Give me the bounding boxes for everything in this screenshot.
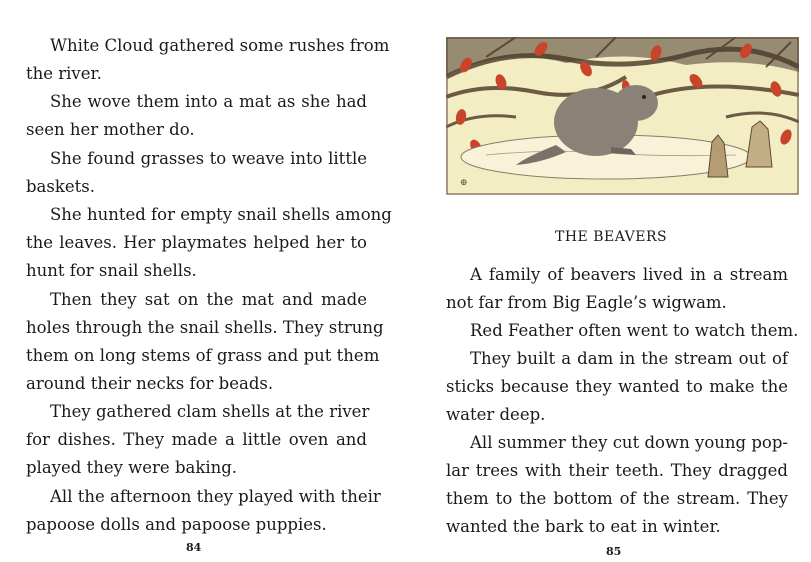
text-line: All the afternoon they played with their — [50, 487, 381, 506]
text-line: They built a dam in the stream out of — [470, 349, 788, 368]
paragraph — [26, 145, 367, 201]
text-line: lar trees with their teeth. They dragged — [446, 461, 788, 480]
paragraph — [446, 429, 788, 541]
right-page — [420, 0, 811, 562]
text-line: water deep. — [446, 405, 546, 424]
paragraph — [446, 261, 788, 317]
text-line: She hunted for empty snail shells among — [50, 205, 392, 224]
text-line: the leaves. Her playmates helped her to — [26, 233, 367, 252]
paragraph — [26, 32, 390, 88]
text-line: not far from Big Eagle’s wigwam. — [446, 293, 727, 312]
paragraph — [446, 345, 788, 429]
page-number: 84 — [186, 541, 202, 554]
text-line: the river. — [26, 64, 102, 83]
chapter-heading: THE BEAVERS — [555, 229, 668, 245]
paragraph — [26, 286, 384, 398]
text-line: wanted the bark to eat in winter. — [446, 517, 721, 536]
paragraph — [26, 88, 367, 144]
text-line: for dishes. They made a little oven and — [26, 430, 367, 449]
text-line: them on long stems of grass and put them — [26, 346, 380, 365]
page-number: 85 — [606, 545, 622, 558]
text-line: She found grasses to weave into little — [50, 149, 367, 168]
text-line: them to the bottom of the stream. They — [446, 489, 788, 508]
text-line: Then they sat on the mat and made — [50, 290, 367, 309]
left-page — [0, 0, 395, 562]
paragraph — [26, 483, 381, 539]
paragraph — [26, 201, 392, 285]
text-line: seen her mother do. — [26, 120, 195, 139]
text-line: They gathered clam shells at the river — [50, 402, 370, 421]
text-line: baskets. — [26, 177, 95, 196]
text-line: Red Feather often went to watch them. — [470, 321, 799, 340]
beaver-illustration — [446, 37, 799, 195]
text-line: White Cloud gathered some rushes from — [50, 36, 390, 55]
text-line: played they were baking. — [26, 458, 238, 477]
text-line: She wove them into a mat as she had — [50, 92, 367, 111]
text-line: sticks because they wanted to make the — [446, 377, 788, 396]
text-line: papoose dolls and papoose puppies. — [26, 515, 327, 534]
text-line: around their necks for beads. — [26, 374, 274, 393]
text-line: hunt for snail shells. — [26, 261, 197, 280]
beaver-illustration-icon — [446, 37, 799, 195]
svg-text:⊕: ⊕ — [460, 178, 468, 188]
text-line: A family of beavers lived in a stream — [470, 265, 788, 284]
text-line: holes through the snail shells. They strung — [26, 318, 384, 337]
paragraph — [26, 398, 370, 482]
paragraph — [446, 317, 799, 345]
text-line: All summer they cut down young pop- — [470, 433, 788, 452]
